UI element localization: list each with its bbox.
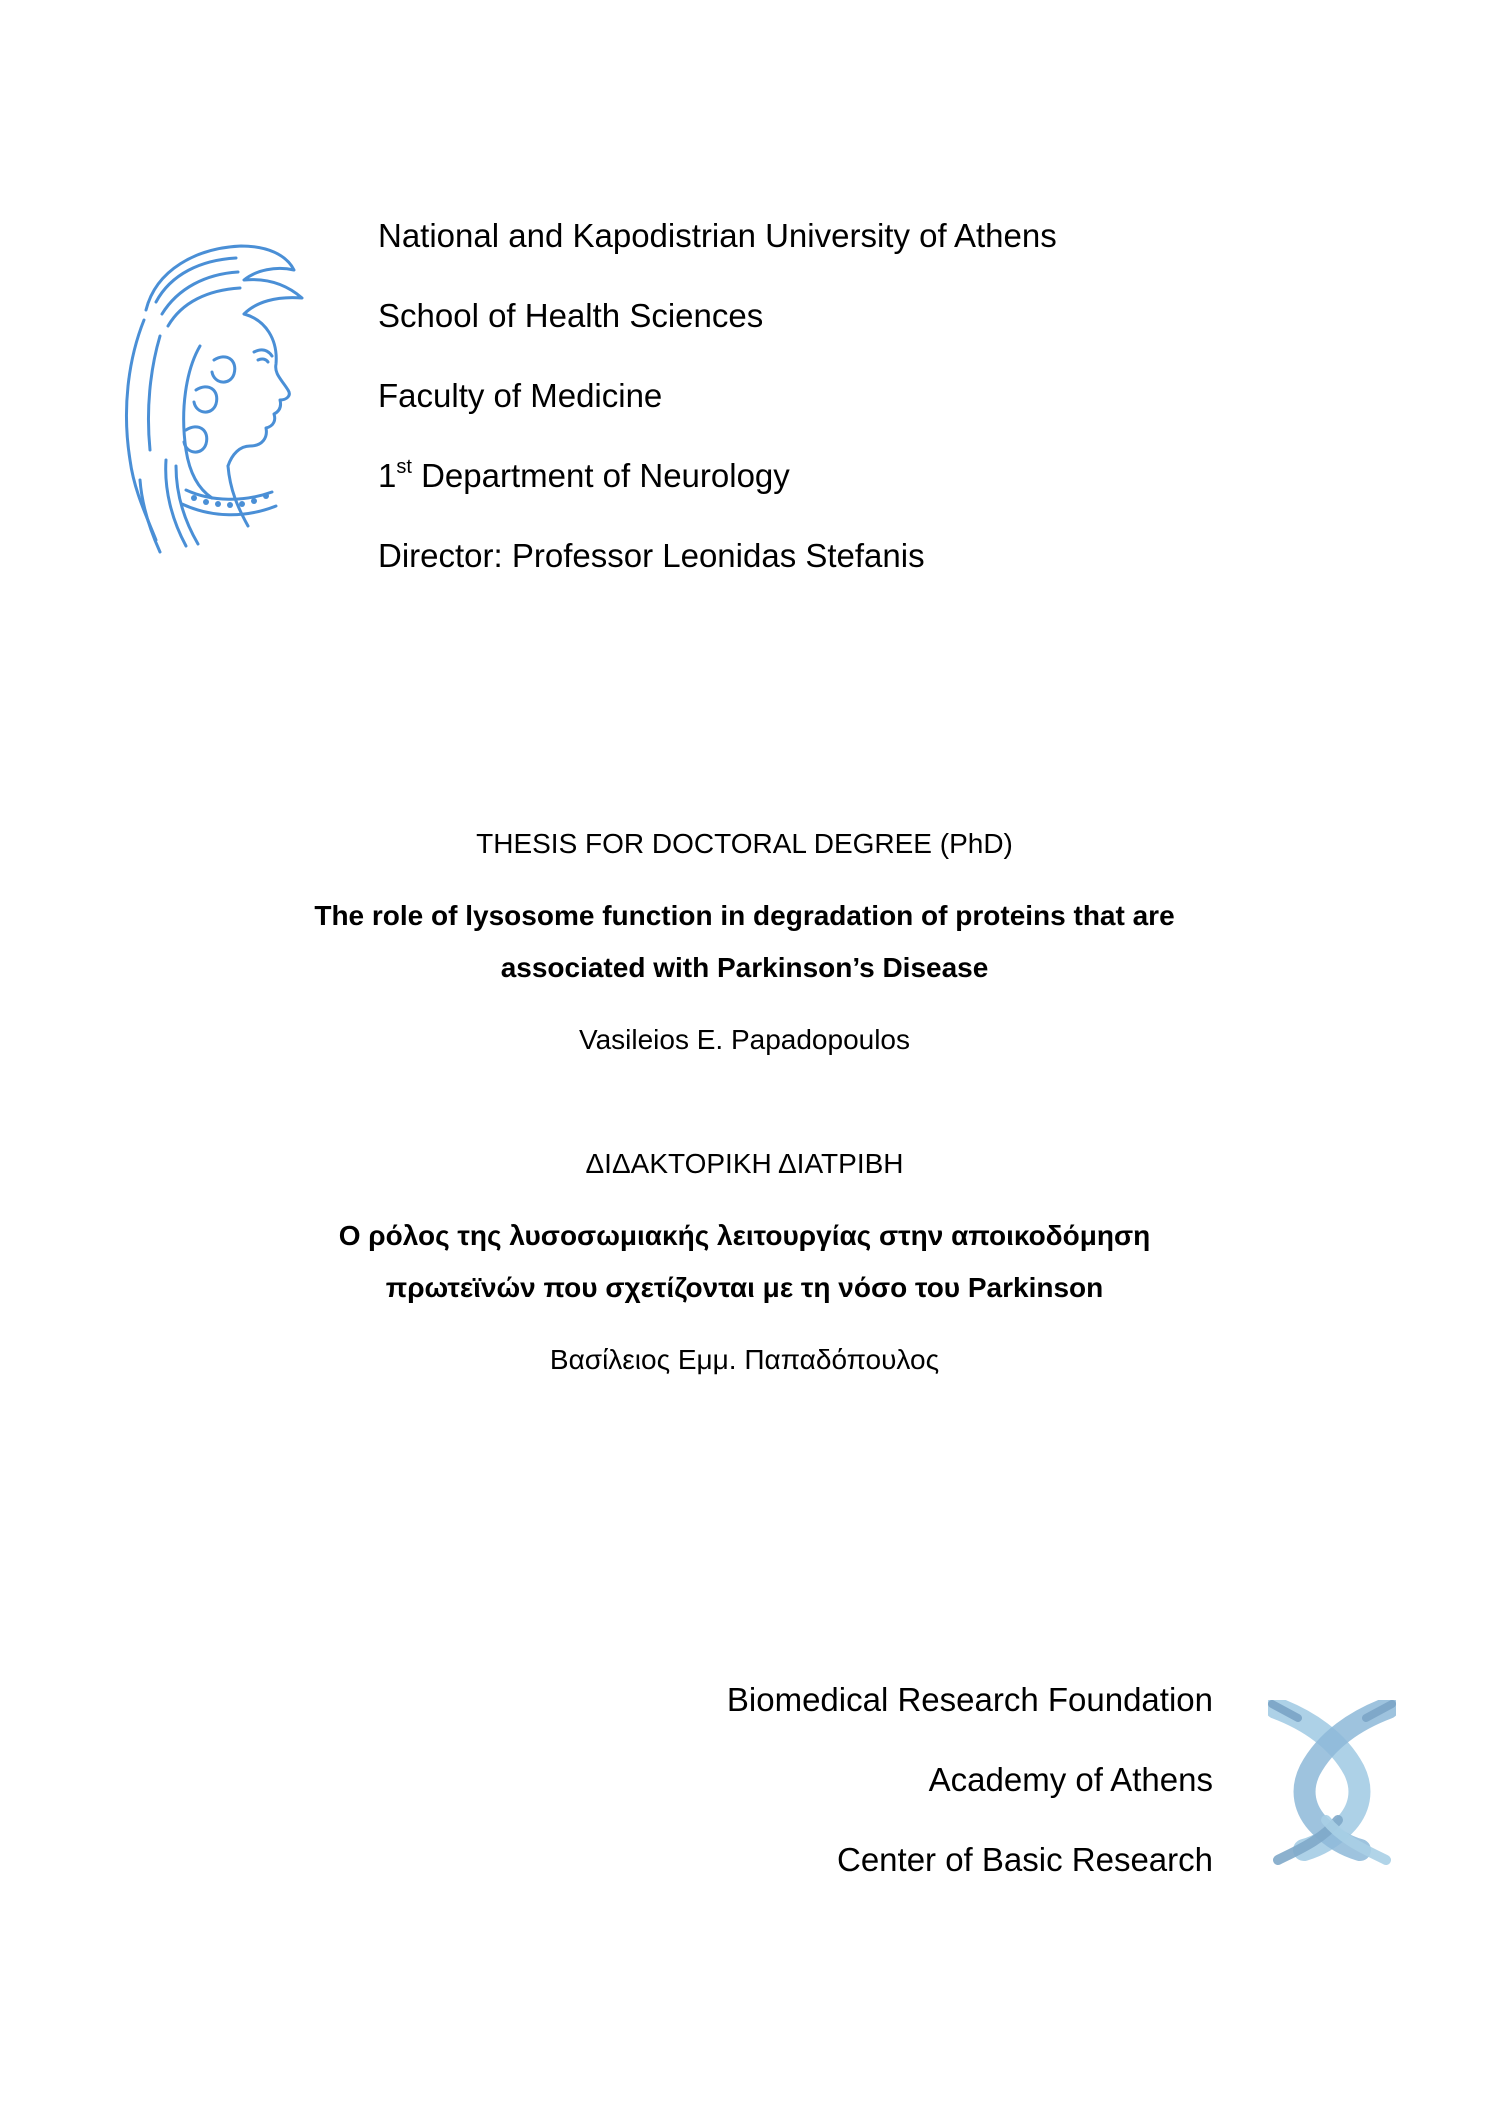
- thesis-title-gr-line2: πρωτεϊνών που σχετίζονται με τη νόσο του Parkinson: [385, 1272, 1104, 1303]
- author-gr: Βασίλειος Εμμ. Παπαδόπουλος: [549, 1344, 940, 1375]
- center-name: Center of Basic Research: [836, 1841, 1213, 1878]
- foundation-name: Biomedical Research Foundation: [726, 1681, 1213, 1718]
- thesis-title-gr-line1: Ο ρόλος της λυσοσωμιακής λειτουργίας στην αποικοδόμηση: [338, 1220, 1151, 1251]
- academy-name: Academy of Athens: [928, 1761, 1213, 1798]
- thesis-label-gr: ΔΙΔΑΚΤΟΡΙΚΗ ΔΙΑΤΡΙΒΗ: [585, 1148, 904, 1179]
- department-superscript: st: [396, 456, 412, 478]
- bra-helix-logo-icon: [1268, 1700, 1396, 1866]
- school-name: School of Health Sciences: [378, 297, 764, 334]
- department-rest: Department of Neurology: [411, 457, 790, 494]
- thesis-title-en-line1: The role of lysosome function in degradation of proteins that are: [314, 900, 1175, 931]
- thesis-title-en-line2: associated with Parkinson’s Disease: [500, 952, 989, 983]
- department-number: 1: [378, 457, 397, 494]
- athena-head-emblem-icon: [116, 240, 316, 556]
- thesis-label-en: THESIS FOR DOCTORAL DEGREE (PhD): [476, 828, 1013, 859]
- director-line: Director: Professor Leonidas Stefanis: [378, 537, 925, 574]
- faculty-name: Faculty of Medicine: [378, 377, 663, 414]
- department-name: [378, 456, 790, 496]
- author-en: Vasileios E. Papadopoulos: [578, 1024, 911, 1055]
- university-name: National and Kapodistrian University of Athens: [378, 217, 1057, 254]
